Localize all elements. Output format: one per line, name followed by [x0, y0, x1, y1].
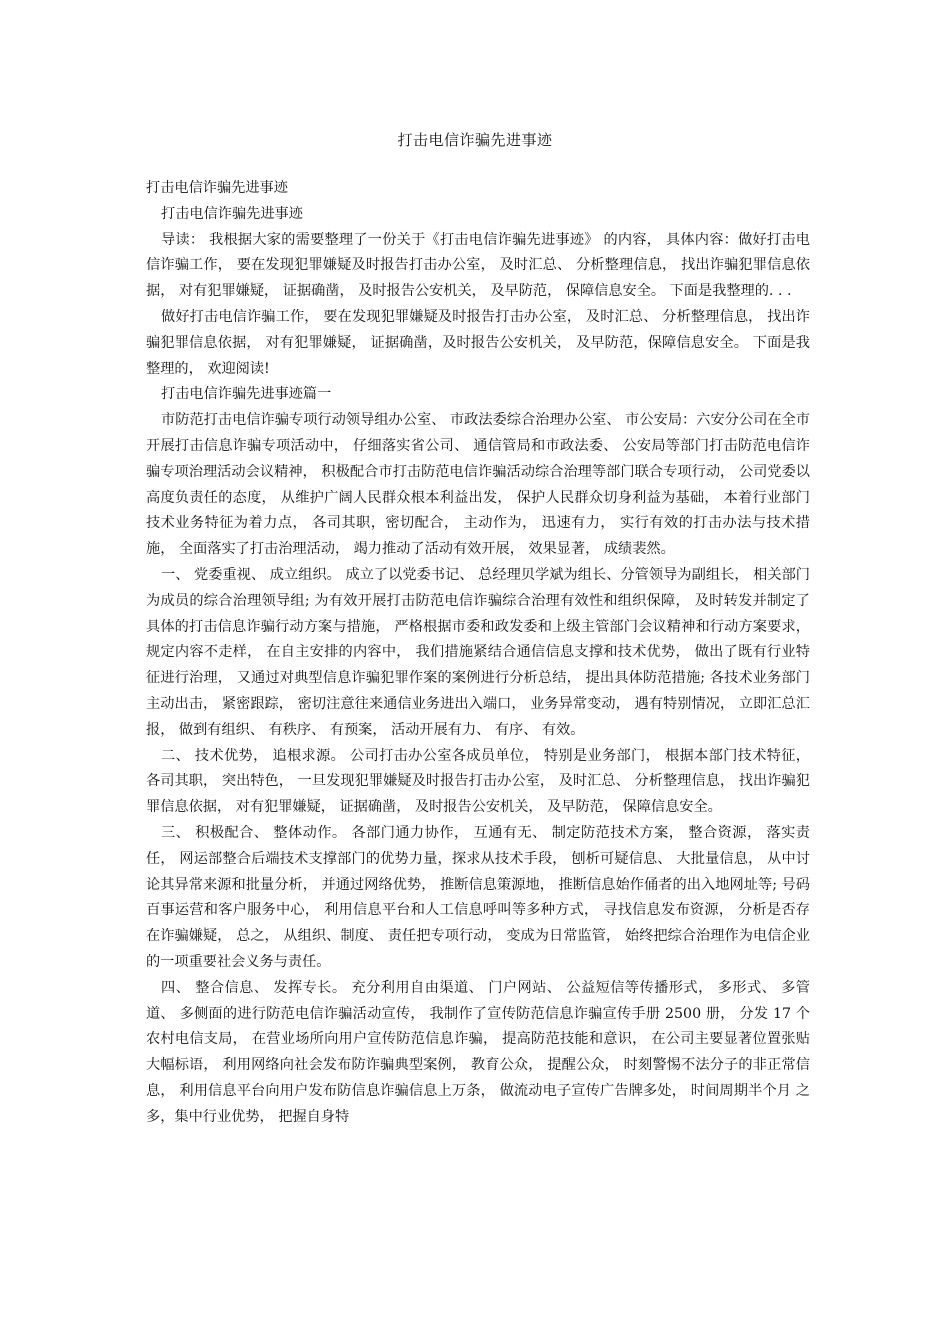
body-paragraph: 一、 党委重视、 成立组织。 成立了以党委书记、 总经理贝学斌为组长、分管领导为副组长， 相关部门为成员的综合治理领导组; 为有效开展打击防范电信诈骗综合治理有效性和组织保障， 及时转发并制定了具体的打击信息诈骗行动方案与措施， 严格根据市委和政发委和上级主管部门会议精神和行动方案要求， 规定内容不走样， 在自主安排的内容中， 我们措施紧结合通信信息支撑和技术优势， 做出了既有行业特征进行治理， 又通过对典型信息诈骗犯罪作案的案例进行分析总结， 提出具体防范措施; 各技术业务部门主动出击， 紧密跟踪， 密切注意往来通信业务进出入端口， 业务异常变动， 遇有特别情况， 立即汇总汇报， 做到有组织、 有秩序、 有预案， 活动开展有力、 有序、 有效。	[146, 566, 810, 738]
intro-paragraph: 导读： 我根据大家的需要整理了一份关于《打击电信诈骗先进事迹》 的内容， 具体内容：做好打击电信诈骗工作， 要在发现犯罪嫌疑及时报告打击办公室， 及时汇总、 分析整理信息， 找出诈骗犯罪信息依据， 对有犯罪嫌疑， 证据确凿， 及时报告公安机关， 及早防范， 保障信息安全。 下面是我整理的. . .	[146, 231, 810, 300]
chapter-heading: 打击电信诈骗先进事迹篇一	[161, 386, 332, 403]
subheading: 打击电信诈骗先进事迹	[161, 205, 303, 222]
body-paragraph: 四、 整合信息、 发挥专长。 充分利用自由渠道、 门户网站、 公益短信等传播形式， 多形式、 多管道、 多侧面的进行防范电信诈骗活动宣传， 我制作了宣传防范信息诈骗宣传手册 2500 册， 分发 17 个农村电信支局， 在营业场所向用户宣传防范信息诈骗， 提高防范技能和意识， 在公司主要显著位置张贴大幅标语， 利用网络向社会发布防诈骗典型案例， 教育公众， 提醒公众， 时刻警惕不法分子的非正常信息， 利用信息平台向用户发布防信息诈骗信息上万条， 做流动电子宣传广告牌多处， 时间周期半个月 之多，集中行业优势， 把握自身特	[146, 979, 810, 1125]
document-title: 打击电信诈骗先进事迹	[397, 131, 553, 149]
body-paragraph: 做好打击电信诈骗工作， 要在发现犯罪嫌疑及时报告打击办公室， 及时汇总、 分析整理信息， 找出诈骗犯罪信息依据， 对有犯罪嫌疑， 证据确凿，及时报告公安机关， 及早防范，保障信息安全。 下面是我整理的， 欢迎阅读!	[146, 308, 810, 377]
body-paragraph: 二、 技术优势， 追根求源。 公司打击办公室各成员单位， 特别是业务部门， 根据本部门技术特征， 各司其职， 突出特色， 一旦发现犯罪嫌疑及时报告打击办公室， 及时汇总、 分析整理信息， 找出诈骗犯罪信息依据， 对有犯罪嫌疑， 证据确凿， 及时报告公安机关， 及早防范， 保障信息安全。	[146, 747, 810, 816]
document-body	[146, 176, 810, 1130]
body-paragraph: 三、 积极配合、 整体动作。 各部门通力协作， 互通有无、 制定防范技术方案， 整合资源， 落实责任， 网运部整合后端技术支撑部门的优势力量，探求从技术手段， 刨析可疑信息、 大批量信息， 从中讨论其异常来源和批量分析， 并通过网络优势， 推断信息策源地， 推断信息始作俑者的出入地网址等; 号码百事运营和客户服务中心， 利用信息平台和人工信息呼叫等多种方式， 寻找信息发布资源， 分析是否存在诈骗嫌疑， 总之， 从组织、制度、 责任把专项行动， 变成为日常监管， 始终把综合治理作为电信企业的一项重要社会义务与责任。	[146, 824, 810, 970]
body-paragraph: 市防范打击电信诈骗专项行动领导组办公室、 市政法委综合治理办公室、 市公安局：六安分公司在全市开展打击信息诈骗专项活动中， 仔细落实省公司、 通信管局和市政法委、 公安局等部门打击防范电信诈骗专项治理活动会议精神， 积极配合市打击防范电信诈骗活动综合治理等部门联合专项行动， 公司党委以高度负责任的态度， 从维护广阔人民群众根本利益出发， 保护人民群众切身利益为基础， 本着行业部门技术业务特征为着力点， 各司其职，密切配合， 主动作为， 迅速有力， 实行有效的打击办法与技术措施， 全面落实了打击治理活动， 竭力推动了活动有效开展， 效果显著， 成绩裴然。	[146, 412, 810, 558]
section-heading: 打击电信诈骗先进事迹	[146, 180, 288, 196]
